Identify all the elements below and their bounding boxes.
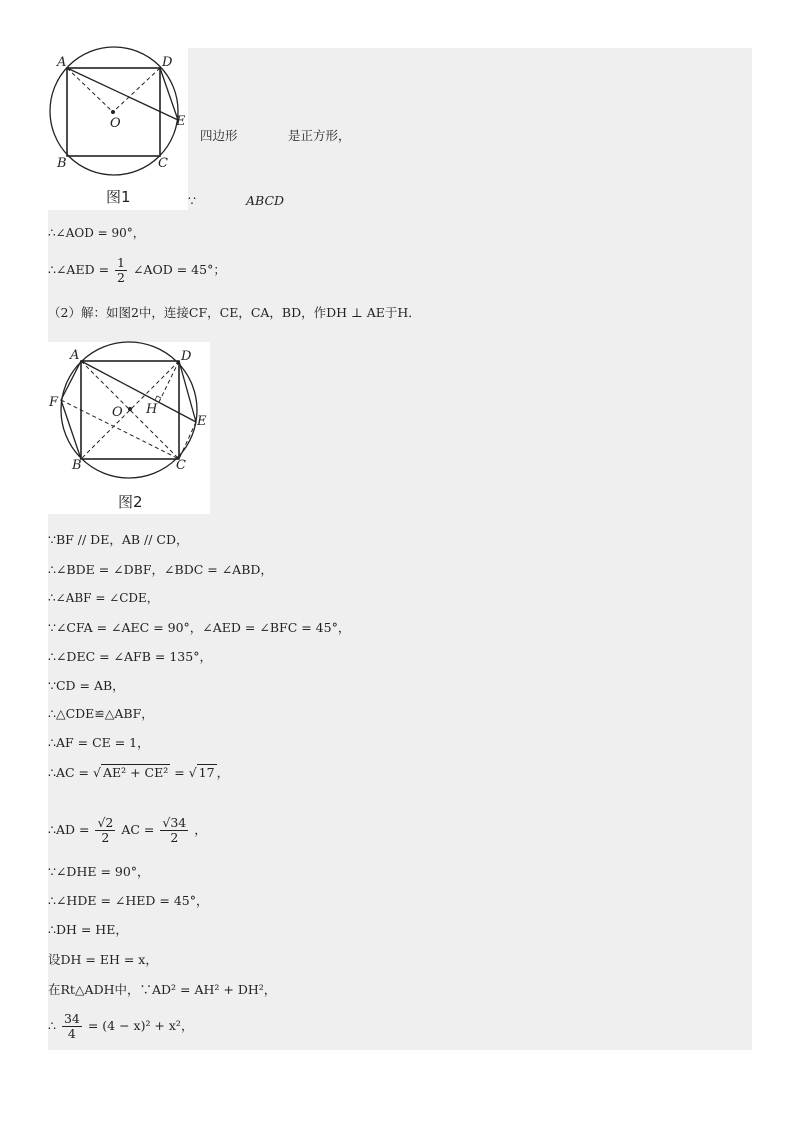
text-abcd: ABCD <box>246 193 285 208</box>
label-f: F <box>49 395 59 410</box>
fraction-34-over-4 <box>62 1012 82 1041</box>
fraction-numerator: 34 <box>63 1011 80 1026</box>
label-d: D <box>162 55 173 70</box>
proof-line-19 <box>48 1012 193 1041</box>
proof-line-13-tail: ， <box>194 822 207 837</box>
proof-line-10: ∴△CDE≌△ABF， <box>48 706 154 721</box>
fraction-denominator: 2 <box>170 830 179 845</box>
text-is-square: 是正方形， <box>288 128 351 143</box>
fraction-numerator: √34 <box>162 815 187 830</box>
segment-dh <box>159 361 179 402</box>
figure-2-diagram <box>48 342 210 514</box>
segment-fa <box>61 361 81 400</box>
fraction-denominator: 2 <box>101 830 110 845</box>
proof-line-17: 设DH = EH = x， <box>48 952 158 967</box>
segment-do <box>113 68 160 112</box>
proof-line-5: ∴∠BDE = ∠DBF，∠BDC = ∠ABD， <box>48 562 273 577</box>
segment-de <box>179 361 196 422</box>
label-a: A <box>57 55 67 70</box>
label-b: B <box>72 458 82 473</box>
label-d: D <box>181 349 192 364</box>
point-o <box>111 110 115 114</box>
proof-line-13-mid: AC = <box>121 822 155 837</box>
proof-line-12-prefix: ∴AC = <box>48 765 89 780</box>
figure-2-caption: 图2 <box>118 493 143 511</box>
label-e: E <box>176 114 186 129</box>
proof-line-6: ∴∠ABF = ∠CDE， <box>48 591 159 605</box>
proof-line-15: ∴∠HDE = ∠HED = 45°， <box>48 893 209 908</box>
label-h: H <box>146 402 158 417</box>
radical-sign: √ <box>188 765 197 780</box>
label-c: C <box>158 156 168 171</box>
proof-line-4: ∵BF // DE，AB // CD， <box>48 532 189 547</box>
proof-line-13-prefix: ∴AD = <box>48 822 90 837</box>
proof-line-13 <box>48 816 207 845</box>
proof-line-19-prefix: ∴ <box>48 1018 56 1033</box>
radicand-17: 17 <box>198 765 215 780</box>
proof-line-2 <box>48 256 226 285</box>
label-e: E <box>197 414 207 429</box>
proof-line-9: ∵CD = AB， <box>48 678 125 693</box>
proof-line-16: ∴DH = HE， <box>48 922 128 937</box>
proof-line-19-suffix: = (4 − x)² + x²， <box>87 1018 194 1033</box>
label-a: A <box>70 348 80 363</box>
label-o: O <box>110 116 121 131</box>
radical-sign: √ <box>92 765 101 780</box>
proof-line-3: （2）解：如图2中，连接CF，CE，CA，BD，作DH ⊥ AE于H． <box>48 305 421 320</box>
figure-1 <box>48 48 188 210</box>
fraction-sqrt34-over-2 <box>160 816 188 845</box>
point-o <box>128 407 132 411</box>
fraction-denominator: 4 <box>67 1026 76 1041</box>
proof-line-1: ∴∠AOD = 90°， <box>48 226 145 240</box>
fraction-denominator: 2 <box>117 270 125 285</box>
figure-2 <box>48 342 210 514</box>
fraction-numerator: 1 <box>117 255 125 270</box>
label-o: O <box>112 405 123 420</box>
fraction-one-half <box>115 256 127 285</box>
figure-1-diagram <box>48 48 188 210</box>
label-b: B <box>57 156 67 171</box>
proof-line-18: 在Rt△ADH中，∵AD² = AH² + DH²， <box>48 982 277 997</box>
proof-line-7: ∵∠CFA = ∠AEC = 90°，∠AED = ∠BFC = 45°， <box>48 620 351 635</box>
text-quadrilateral: 四边形 <box>200 128 238 143</box>
fraction-numerator: √2 <box>97 815 114 830</box>
segment-ae <box>67 68 178 120</box>
proof-line-12 <box>48 765 229 781</box>
proof-line-14: ∵∠DHE = 90°， <box>48 864 150 879</box>
label-c: C <box>176 458 186 473</box>
proof-line-2-suffix: ∠AOD = 45°； <box>132 262 226 277</box>
text-because: ∵ <box>188 193 196 208</box>
segment-ao <box>67 68 113 112</box>
proof-line-11: ∴AF = CE = 1， <box>48 735 150 750</box>
proof-line-2-prefix: ∴∠AED = <box>48 262 110 277</box>
figure-1-caption: 图1 <box>106 188 131 206</box>
fraction-sqrt2-over-2 <box>95 816 115 845</box>
proof-line-12-eq: = <box>174 765 185 780</box>
radicand-ae-ce: AE² + CE² <box>102 765 169 780</box>
proof-line-8: ∴∠DEC = ∠AFB = 135°， <box>48 649 212 664</box>
proof-line-12-tail: ， <box>216 765 230 780</box>
